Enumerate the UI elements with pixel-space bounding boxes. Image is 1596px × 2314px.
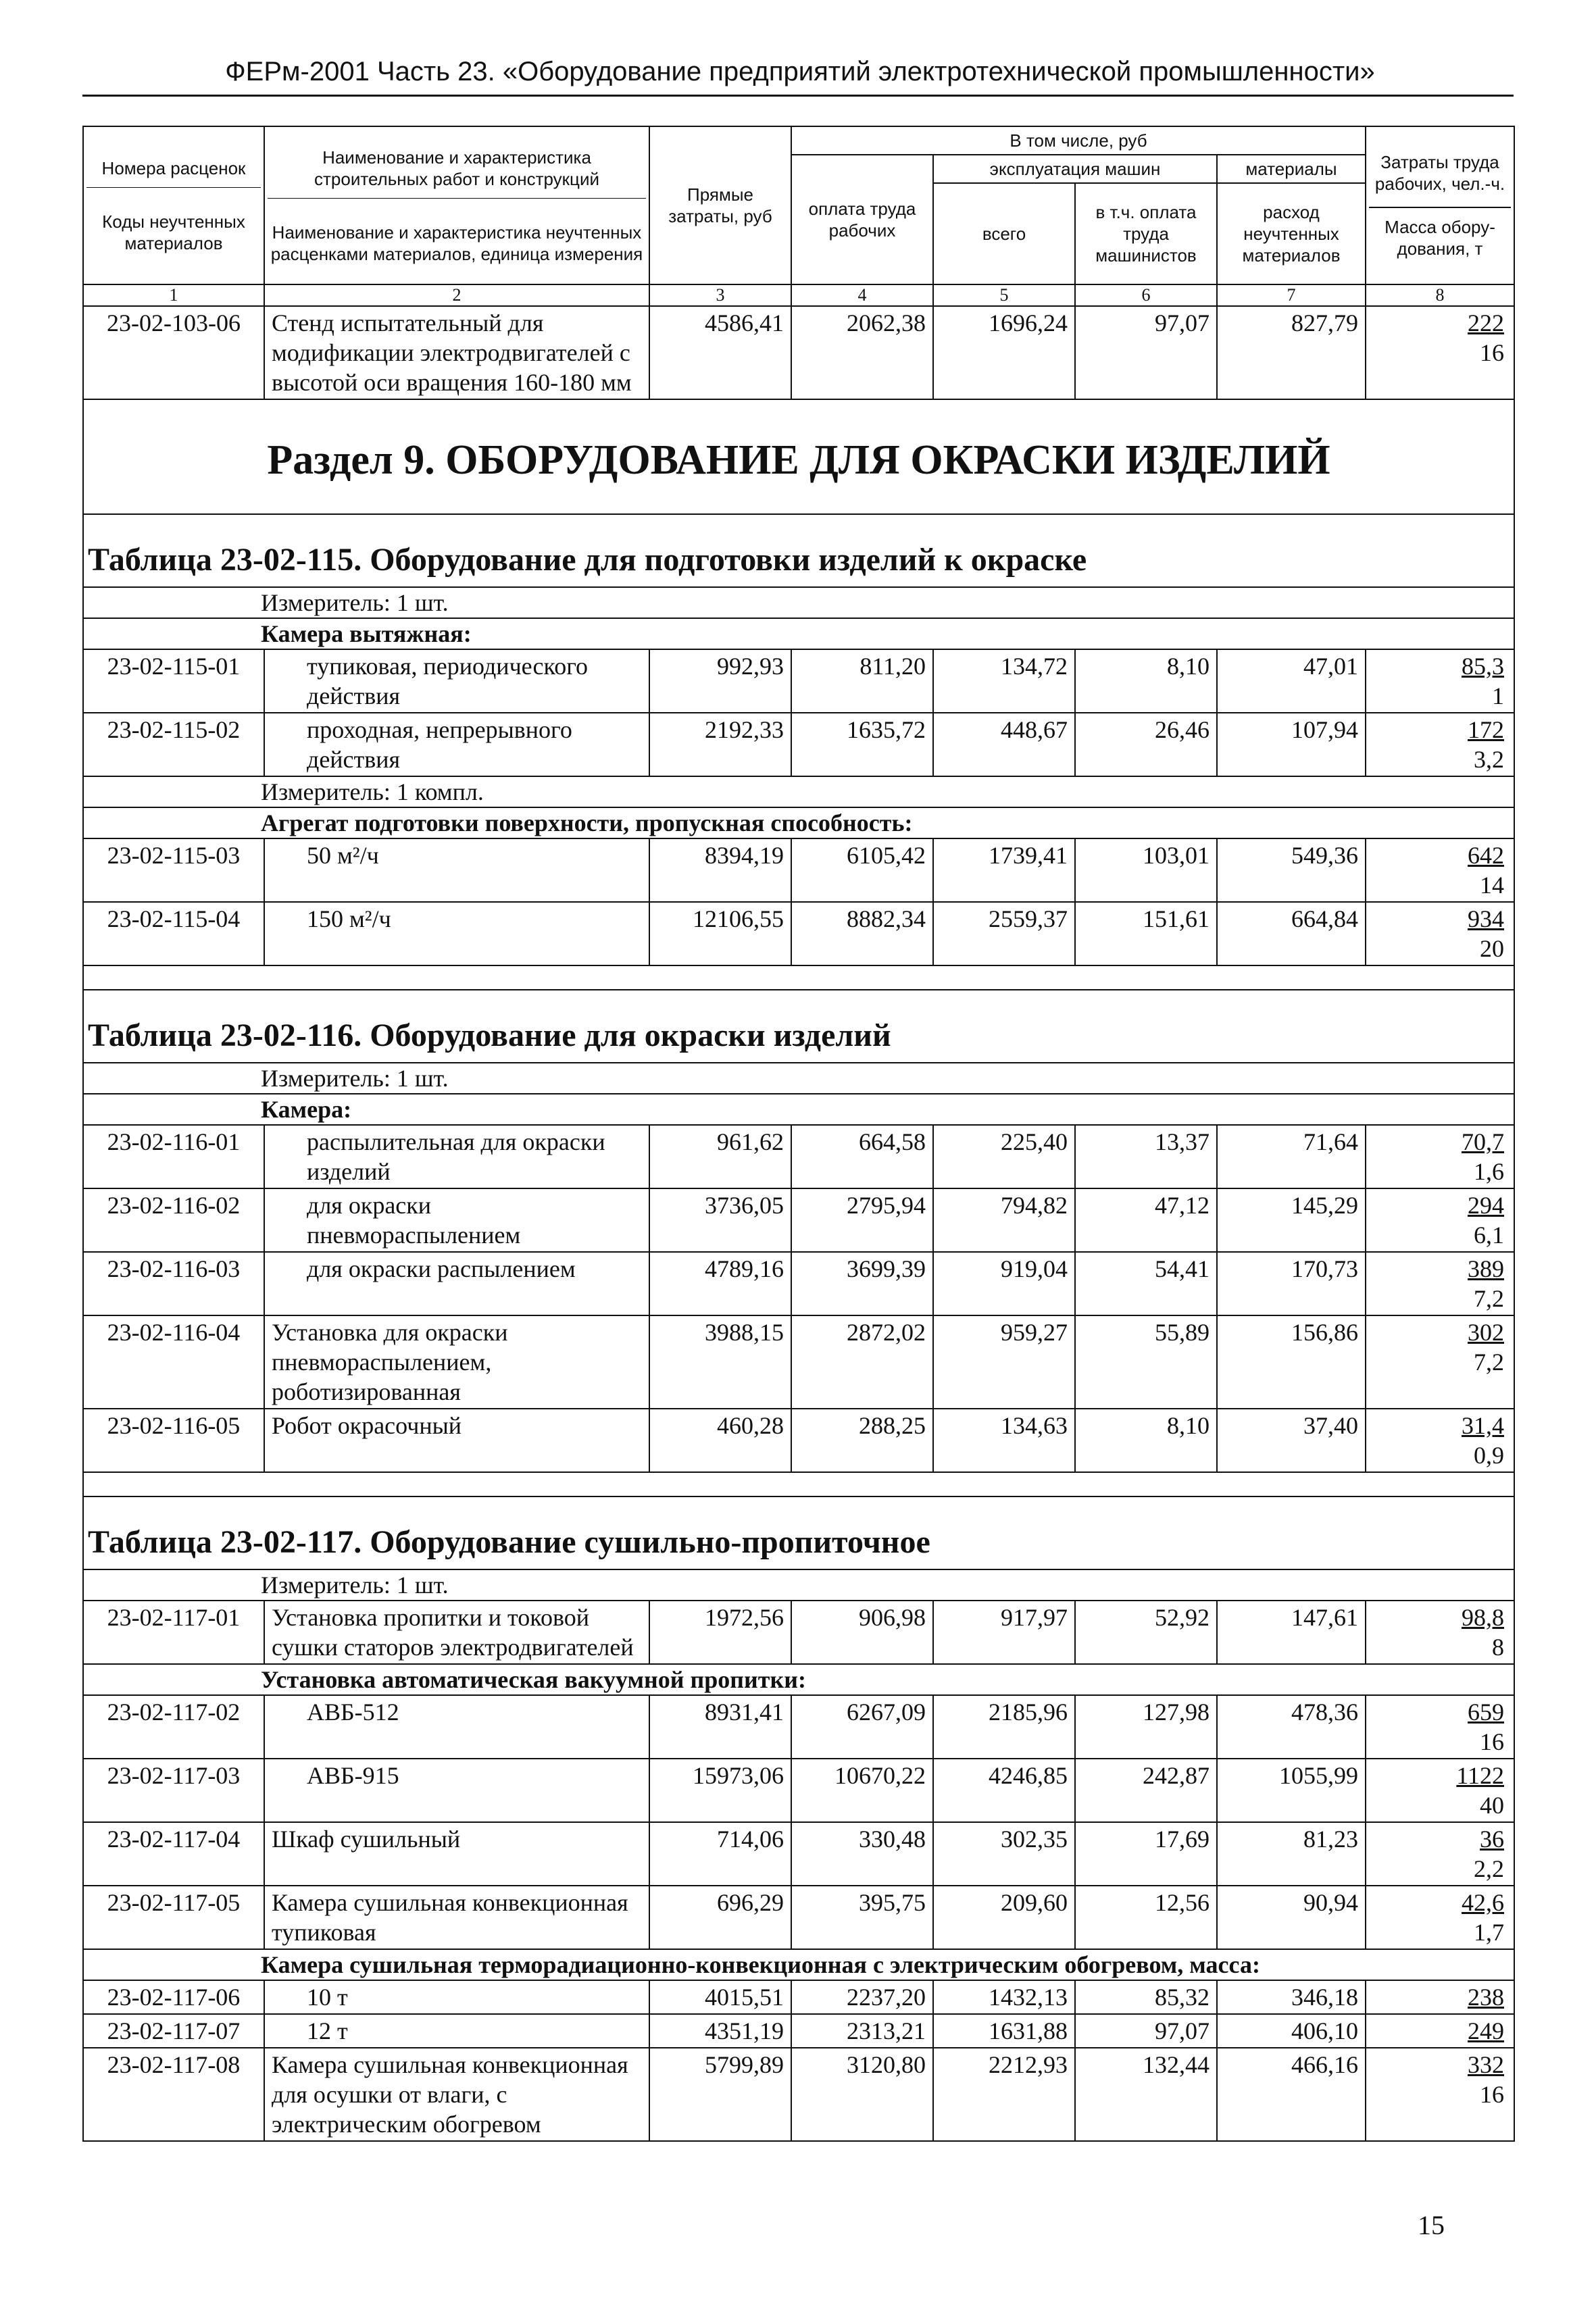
equipment-mass: 1,6 bbox=[1474, 1158, 1504, 1185]
work-name: для окраски распылением bbox=[264, 1252, 649, 1315]
direct-cost: 4351,19 bbox=[649, 2014, 791, 2048]
group-heading: Камера: bbox=[83, 1094, 1514, 1125]
col-number: 4 bbox=[791, 284, 933, 306]
head-rule bbox=[82, 95, 1514, 97]
machines-total: 448,67 bbox=[933, 713, 1075, 776]
labor-cost: 294 bbox=[1468, 1192, 1504, 1219]
group-heading: Камера вытяжная: bbox=[83, 618, 1514, 649]
running-head: ФЕРм-2001 Часть 23. «Оборудование предприятий электротехнической промышленности» bbox=[225, 57, 1375, 86]
operators-pay: 47,12 bbox=[1075, 1188, 1217, 1252]
table-title-row bbox=[83, 990, 1514, 1063]
rate-code: 23-02-117-02 bbox=[83, 1695, 264, 1759]
direct-cost: 2192,33 bbox=[649, 713, 791, 776]
labor-pay: 6105,42 bbox=[791, 838, 933, 902]
labor-mass-cell bbox=[1366, 902, 1514, 965]
header-direct: Прямые затраты, руб bbox=[649, 126, 791, 284]
table-title: Таблица 23-02-116. Оборудование для окраски изделий bbox=[83, 990, 1514, 1063]
direct-cost: 3736,05 bbox=[649, 1188, 791, 1252]
rate-code: 23-02-116-04 bbox=[83, 1315, 264, 1409]
labor-pay: 10670,22 bbox=[791, 1759, 933, 1822]
labor-cost: 249 bbox=[1468, 2017, 1504, 2044]
machines-total: 794,82 bbox=[933, 1188, 1075, 1252]
operators-pay: 55,89 bbox=[1075, 1315, 1217, 1409]
labor-cost: 389 bbox=[1468, 1255, 1504, 1282]
equipment-mass: 16 bbox=[1480, 339, 1504, 366]
table-row bbox=[83, 1125, 1514, 1188]
operators-pay: 17,69 bbox=[1075, 1822, 1217, 1886]
direct-cost: 714,06 bbox=[649, 1822, 791, 1886]
table-row bbox=[83, 1315, 1514, 1409]
table-row bbox=[83, 1188, 1514, 1252]
operators-pay: 151,61 bbox=[1075, 902, 1217, 965]
direct-cost: 8931,41 bbox=[649, 1695, 791, 1759]
materials-cost: 90,94 bbox=[1217, 1886, 1366, 1949]
rate-code: 23-02-115-02 bbox=[83, 713, 264, 776]
machines-total: 1739,41 bbox=[933, 838, 1075, 902]
rate-code: 23-02-116-03 bbox=[83, 1252, 264, 1315]
labor-cost: 934 bbox=[1468, 905, 1504, 932]
labor-mass-cell bbox=[1366, 649, 1514, 713]
labor-cost: 31,4 bbox=[1462, 1412, 1504, 1439]
machines-total: 134,72 bbox=[933, 649, 1075, 713]
rate-code: 23-02-103-06 bbox=[83, 306, 264, 399]
machines-total: 134,63 bbox=[933, 1409, 1075, 1472]
labor-cost: 1122 bbox=[1456, 1762, 1504, 1789]
rate-code: 23-02-117-06 bbox=[83, 1980, 264, 2014]
work-name: Камера сушильная конвекционная тупиковая bbox=[264, 1886, 649, 1949]
labor-cost: 98,8 bbox=[1462, 1604, 1504, 1631]
col-number: 7 bbox=[1217, 284, 1366, 306]
labor-mass-cell bbox=[1366, 1601, 1514, 1664]
table-row bbox=[83, 1252, 1514, 1315]
materials-cost: 827,79 bbox=[1217, 306, 1366, 399]
materials-cost: 147,61 bbox=[1217, 1601, 1366, 1664]
direct-cost: 4586,41 bbox=[649, 306, 791, 399]
equipment-mass: 3,2 bbox=[1474, 746, 1504, 773]
labor-mass-cell bbox=[1366, 1252, 1514, 1315]
header-machines-total: всего bbox=[933, 183, 1075, 284]
direct-cost: 992,93 bbox=[649, 649, 791, 713]
materials-cost: 549,36 bbox=[1217, 838, 1366, 902]
table-row bbox=[83, 1601, 1514, 1664]
direct-cost: 4015,51 bbox=[649, 1980, 791, 2014]
unit-label-row bbox=[83, 1569, 1514, 1601]
labor-pay: 2237,20 bbox=[791, 1980, 933, 2014]
operators-pay: 8,10 bbox=[1075, 649, 1217, 713]
table-row bbox=[83, 306, 1514, 399]
rate-code: 23-02-117-01 bbox=[83, 1601, 264, 1664]
header-equipment-mass: Масса обору-дования, т bbox=[1369, 207, 1511, 259]
materials-cost: 1055,99 bbox=[1217, 1759, 1366, 1822]
labor-mass-cell bbox=[1366, 306, 1514, 399]
operators-pay: 13,37 bbox=[1075, 1125, 1217, 1188]
operators-pay: 132,44 bbox=[1075, 2048, 1217, 2141]
unit-label-row bbox=[83, 587, 1514, 618]
work-name: тупиковая, периодического действия bbox=[264, 649, 649, 713]
table-title-row bbox=[83, 1496, 1514, 1569]
rate-code: 23-02-117-07 bbox=[83, 2014, 264, 2048]
equipment-mass: 2,2 bbox=[1474, 1855, 1504, 1882]
table-row bbox=[83, 1886, 1514, 1949]
work-name: 12 т bbox=[264, 2014, 649, 2048]
direct-cost: 3988,15 bbox=[649, 1315, 791, 1409]
labor-cost: 302 bbox=[1468, 1319, 1504, 1346]
header-names bbox=[264, 126, 649, 284]
labor-pay: 811,20 bbox=[791, 649, 933, 713]
group-heading-row bbox=[83, 1094, 1514, 1125]
header-including: В том числе, руб bbox=[791, 126, 1366, 155]
rate-code: 23-02-115-01 bbox=[83, 649, 264, 713]
machines-total: 2185,96 bbox=[933, 1695, 1075, 1759]
table-row bbox=[83, 649, 1514, 713]
operators-pay: 12,56 bbox=[1075, 1886, 1217, 1949]
work-name: Робот окрасочный bbox=[264, 1409, 649, 1472]
spacer-row bbox=[83, 1472, 1514, 1496]
group-heading: Установка автоматическая вакуумной пропитки: bbox=[83, 1664, 1514, 1695]
equipment-mass: 7,2 bbox=[1474, 1285, 1504, 1312]
table-row bbox=[83, 713, 1514, 776]
rate-code: 23-02-117-03 bbox=[83, 1759, 264, 1822]
group-heading: Камера сушильная терморадиационно-конвекционная с электрическим обогревом, масса: bbox=[83, 1949, 1514, 1980]
group-heading-row bbox=[83, 807, 1514, 838]
materials-cost: 37,40 bbox=[1217, 1409, 1366, 1472]
labor-cost: 332 bbox=[1468, 2051, 1504, 2078]
operators-pay: 127,98 bbox=[1075, 1695, 1217, 1759]
equipment-mass: 16 bbox=[1480, 1728, 1504, 1755]
column-numbers-row bbox=[83, 284, 1514, 306]
labor-cost: 70,7 bbox=[1462, 1128, 1504, 1155]
labor-pay: 3120,80 bbox=[791, 2048, 933, 2141]
header-labor-cost: Затраты труда рабочих, чел.-ч. bbox=[1374, 152, 1505, 194]
equipment-mass: 7,2 bbox=[1474, 1349, 1504, 1376]
machines-total: 1432,13 bbox=[933, 1980, 1075, 2014]
unit-label-row bbox=[83, 776, 1514, 807]
operators-pay: 8,10 bbox=[1075, 1409, 1217, 1472]
labor-pay: 906,98 bbox=[791, 1601, 933, 1664]
header-machines: эксплуатация машин bbox=[933, 155, 1217, 183]
labor-mass-cell bbox=[1366, 1695, 1514, 1759]
direct-cost: 8394,19 bbox=[649, 838, 791, 902]
equipment-mass: 1 bbox=[1492, 682, 1504, 709]
spacer bbox=[83, 965, 1514, 990]
group-heading-row bbox=[83, 1664, 1514, 1695]
labor-pay: 3699,39 bbox=[791, 1252, 933, 1315]
table-row bbox=[83, 1980, 1514, 2014]
table-title: Таблица 23-02-115. Оборудование для подготовки изделий к окраске bbox=[83, 514, 1514, 587]
direct-cost: 12106,55 bbox=[649, 902, 791, 965]
labor-pay: 330,48 bbox=[791, 1822, 933, 1886]
col-number: 6 bbox=[1075, 284, 1217, 306]
materials-cost: 145,29 bbox=[1217, 1188, 1366, 1252]
labor-mass-cell bbox=[1366, 2014, 1514, 2048]
operators-pay: 97,07 bbox=[1075, 2014, 1217, 2048]
rate-code: 23-02-117-05 bbox=[83, 1886, 264, 1949]
col-number: 8 bbox=[1366, 284, 1514, 306]
table-title-row bbox=[83, 514, 1514, 587]
header-name-top: Наименование и характеристика строительных работ и конструкций bbox=[314, 147, 599, 189]
rate-code: 23-02-115-04 bbox=[83, 902, 264, 965]
labor-pay: 395,75 bbox=[791, 1886, 933, 1949]
machines-total: 2212,93 bbox=[933, 2048, 1075, 2141]
operators-pay: 85,32 bbox=[1075, 1980, 1217, 2014]
machines-total: 917,97 bbox=[933, 1601, 1075, 1664]
work-name: 50 м²/ч bbox=[264, 838, 649, 902]
table-row bbox=[83, 2014, 1514, 2048]
labor-pay: 1635,72 bbox=[791, 713, 933, 776]
rates-table bbox=[82, 126, 1515, 2142]
col-number: 5 bbox=[933, 284, 1075, 306]
work-name: 10 т bbox=[264, 1980, 649, 2014]
direct-cost: 15973,06 bbox=[649, 1759, 791, 1822]
unit-label: Измеритель: 1 шт. bbox=[83, 1063, 1514, 1094]
labor-cost: 85,3 bbox=[1462, 653, 1504, 680]
machines-total: 209,60 bbox=[933, 1886, 1075, 1949]
rate-code: 23-02-116-02 bbox=[83, 1188, 264, 1252]
materials-cost: 81,23 bbox=[1217, 1822, 1366, 1886]
direct-cost: 961,62 bbox=[649, 1125, 791, 1188]
work-name: АВБ-915 bbox=[264, 1759, 649, 1822]
equipment-mass: 40 bbox=[1480, 1792, 1504, 1819]
unit-label: Измеритель: 1 шт. bbox=[83, 587, 1514, 618]
machines-total: 959,27 bbox=[933, 1315, 1075, 1409]
equipment-mass: 20 bbox=[1480, 935, 1504, 962]
table-row bbox=[83, 902, 1514, 965]
machines-total: 1631,88 bbox=[933, 2014, 1075, 2048]
operators-pay: 52,92 bbox=[1075, 1601, 1217, 1664]
equipment-mass: 1,7 bbox=[1474, 1919, 1504, 1946]
work-name: проходная, непрерывного действия bbox=[264, 713, 649, 776]
materials-cost: 466,16 bbox=[1217, 2048, 1366, 2141]
labor-cost: 238 bbox=[1468, 1984, 1504, 2011]
machines-total: 1696,24 bbox=[933, 306, 1075, 399]
equipment-mass: 8 bbox=[1492, 1634, 1504, 1661]
labor-mass-cell bbox=[1366, 2048, 1514, 2141]
operators-pay: 26,46 bbox=[1075, 713, 1217, 776]
labor-mass-cell bbox=[1366, 838, 1514, 902]
labor-mass-cell bbox=[1366, 1125, 1514, 1188]
col-number: 1 bbox=[83, 284, 264, 306]
rate-code: 23-02-116-05 bbox=[83, 1409, 264, 1472]
rate-code: 23-02-117-04 bbox=[83, 1822, 264, 1886]
machines-total: 919,04 bbox=[933, 1252, 1075, 1315]
col-number: 2 bbox=[264, 284, 649, 306]
labor-cost: 42,6 bbox=[1462, 1889, 1504, 1916]
materials-cost: 107,94 bbox=[1217, 713, 1366, 776]
labor-pay: 8882,34 bbox=[791, 902, 933, 965]
direct-cost: 1972,56 bbox=[649, 1601, 791, 1664]
labor-cost: 172 bbox=[1468, 716, 1504, 743]
spacer bbox=[83, 1472, 1514, 1496]
work-name: Стенд испытательный для модификации электродвигателей с высотой оси вращения 160-180 мм bbox=[264, 306, 649, 399]
section-title-row bbox=[83, 399, 1514, 514]
table-row bbox=[83, 1759, 1514, 1822]
machines-total: 4246,85 bbox=[933, 1759, 1075, 1822]
materials-cost: 47,01 bbox=[1217, 649, 1366, 713]
group-heading-row bbox=[83, 618, 1514, 649]
equipment-mass: 6,1 bbox=[1474, 1222, 1504, 1249]
unit-label: Измеритель: 1 компл. bbox=[83, 776, 1514, 807]
materials-cost: 170,73 bbox=[1217, 1252, 1366, 1315]
table-body bbox=[83, 126, 1514, 2141]
labor-pay: 2795,94 bbox=[791, 1188, 933, 1252]
equipment-mass: 14 bbox=[1480, 872, 1504, 899]
col-number: 3 bbox=[649, 284, 791, 306]
labor-mass-cell bbox=[1366, 1409, 1514, 1472]
table-row bbox=[83, 1695, 1514, 1759]
labor-cost: 659 bbox=[1468, 1699, 1504, 1726]
header-code-top: Номера расценок bbox=[101, 157, 246, 178]
labor-mass-cell bbox=[1366, 1759, 1514, 1822]
equipment-mass: 16 bbox=[1480, 2081, 1504, 2108]
machines-total: 225,40 bbox=[933, 1125, 1075, 1188]
labor-cost: 36 bbox=[1480, 1826, 1504, 1853]
header-materials: материалы bbox=[1217, 155, 1366, 183]
work-name: 150 м²/ч bbox=[264, 902, 649, 965]
direct-cost: 696,29 bbox=[649, 1886, 791, 1949]
page-number: 15 bbox=[1418, 2210, 1445, 2240]
work-name: Установка для окраски пневмораспылением, роботизированная bbox=[264, 1315, 649, 1409]
table-row bbox=[83, 1822, 1514, 1886]
labor-mass-cell bbox=[1366, 1886, 1514, 1949]
work-name: Камера сушильная конвекционная для осушки от влаги, с электрическим обогревом bbox=[264, 2048, 649, 2141]
header-labor-pay: оплата труда рабочих bbox=[791, 155, 933, 284]
table-title: Таблица 23-02-117. Оборудование сушильно-пропиточное bbox=[83, 1496, 1514, 1569]
work-name: распылительная для окраски изделий bbox=[264, 1125, 649, 1188]
operators-pay: 54,41 bbox=[1075, 1252, 1217, 1315]
labor-mass-cell bbox=[1366, 713, 1514, 776]
materials-cost: 346,18 bbox=[1217, 1980, 1366, 2014]
rate-code: 23-02-115-03 bbox=[83, 838, 264, 902]
labor-mass-cell bbox=[1366, 1822, 1514, 1886]
labor-mass-cell bbox=[1366, 1980, 1514, 2014]
labor-pay: 6267,09 bbox=[791, 1695, 933, 1759]
operators-pay: 103,01 bbox=[1075, 838, 1217, 902]
table-header-row-1 bbox=[83, 126, 1514, 155]
labor-cost: 222 bbox=[1468, 309, 1504, 336]
header-machines-operators: в т.ч. оплата труда машинистов bbox=[1075, 183, 1217, 284]
table-row bbox=[83, 1409, 1514, 1472]
labor-pay: 2313,21 bbox=[791, 2014, 933, 2048]
materials-cost: 406,10 bbox=[1217, 2014, 1366, 2048]
direct-cost: 4789,16 bbox=[649, 1252, 791, 1315]
rate-code: 23-02-116-01 bbox=[83, 1125, 264, 1188]
section-title: Раздел 9. ОБОРУДОВАНИЕ ДЛЯ ОКРАСКИ ИЗДЕЛИЙ bbox=[83, 399, 1514, 514]
spacer-row bbox=[83, 965, 1514, 990]
operators-pay: 242,87 bbox=[1075, 1759, 1217, 1822]
machines-total: 302,35 bbox=[933, 1822, 1075, 1886]
labor-pay: 288,25 bbox=[791, 1409, 933, 1472]
materials-cost: 664,84 bbox=[1217, 902, 1366, 965]
machines-total: 2559,37 bbox=[933, 902, 1075, 965]
operators-pay: 97,07 bbox=[1075, 306, 1217, 399]
work-name: АВБ-512 bbox=[264, 1695, 649, 1759]
table-row bbox=[83, 2048, 1514, 2141]
header-materials-unaccounted: расход неучтенных материалов bbox=[1217, 183, 1366, 284]
rate-code: 23-02-117-08 bbox=[83, 2048, 264, 2141]
labor-mass-cell bbox=[1366, 1188, 1514, 1252]
header-name-bottom: Наименование и характеристика неучтенных расценками материалов, единица измерения bbox=[268, 198, 646, 265]
materials-cost: 478,36 bbox=[1217, 1695, 1366, 1759]
table-row bbox=[83, 838, 1514, 902]
unit-label: Измеритель: 1 шт. bbox=[83, 1569, 1514, 1601]
header-code-bottom: Коды неучтенных материалов bbox=[86, 187, 261, 254]
group-heading-row bbox=[83, 1949, 1514, 1980]
direct-cost: 5799,89 bbox=[649, 2048, 791, 2141]
header-codes bbox=[83, 126, 264, 284]
labor-pay: 2872,02 bbox=[791, 1315, 933, 1409]
materials-cost: 71,64 bbox=[1217, 1125, 1366, 1188]
labor-cost: 642 bbox=[1468, 842, 1504, 869]
work-name: для окраски пневмораспылением bbox=[264, 1188, 649, 1252]
labor-pay: 664,58 bbox=[791, 1125, 933, 1188]
labor-mass-cell bbox=[1366, 1315, 1514, 1409]
unit-label-row bbox=[83, 1063, 1514, 1094]
work-name: Шкаф сушильный bbox=[264, 1822, 649, 1886]
work-name: Установка пропитки и токовой сушки статоров электродвигателей bbox=[264, 1601, 649, 1664]
equipment-mass: 0,9 bbox=[1474, 1442, 1504, 1469]
header-labor-mass bbox=[1366, 126, 1514, 284]
group-heading: Агрегат подготовки поверхности, пропускная способность: bbox=[83, 807, 1514, 838]
materials-cost: 156,86 bbox=[1217, 1315, 1366, 1409]
labor-pay: 2062,38 bbox=[791, 306, 933, 399]
direct-cost: 460,28 bbox=[649, 1409, 791, 1472]
